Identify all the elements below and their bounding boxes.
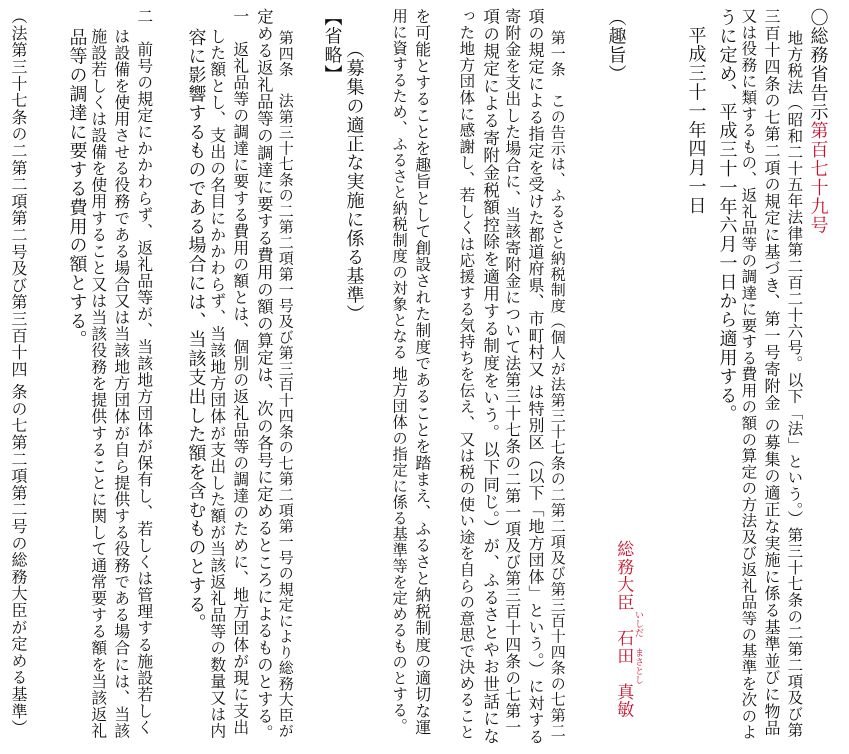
signer [612, 540, 633, 719]
omitted-marker: 【省略】 [321, 8, 343, 84]
ruby-ishida: いしだ [633, 610, 643, 637]
item1-line-3: 容に影響するものである場合には、当該支出した額を含むものとする。 [185, 28, 207, 633]
article1-line-5: った地方団体に感謝し、若しくは応援する気持ちを伝え、又は税の使い途を自らの意思で決めること [457, 8, 476, 741]
article4-line-1: 第四条 法第三十七条の二第二項第一号及び第三百十四条の七第二項第一号の規定により総務大臣が [276, 30, 295, 739]
item1-line-1: 一 返礼品等の調達に要する費用の額とは、個別の返礼品等の調達のために、地方団体が現に支出 [230, 8, 250, 736]
section-heading: （募集の適正な実施に係る基準） [343, 40, 365, 324]
article1-line-1: 第一条 この告示は、ふるさと納税制度（個人が法第三十七条の二第二項及び第三百十四条の七第二 [548, 30, 567, 739]
item2-line-1: 二 前号の規定にかかわらず、返礼品等が、当該地方団体が保有し、若しくは管理する施設若しく [134, 8, 154, 736]
article1-line-3: 寄附金を支出した場合に、当該寄附金について法第三十七条の二第一項及び第三百十四条の七第一 [502, 8, 522, 736]
item2-line-2: は設備を使用させる役務である場合又は当該地方団体が自ら提供する役務である場合には、当該 [111, 28, 131, 740]
signer-title: 総務大臣 [613, 540, 634, 612]
preamble-line-4: うに定め、平成三十一年六月一日から適用する。 [716, 8, 738, 424]
ruby-masatoshi: まさとし [633, 648, 643, 684]
item2-line-4: 品等の調達に要する費用の額とする。 [66, 28, 88, 350]
purpose-heading: （趣旨） [605, 8, 627, 84]
footer-heading: （法第三十七条の二第二項第二号及び第三百十四 条の七第二項第二号の総務大臣が定める基準） [9, 8, 28, 737]
preamble-line-1: 地方税法（昭和二十五年法律第二百二十六号。以下「法」という。）第三十七条の二第二項及び第 [785, 30, 804, 739]
preamble-line-3: 又は役務に類するもの、返礼品等の調達に要する費用の額の算定の方法及び返礼品等の基準を次のよ [739, 8, 758, 741]
signer-name: 石田 真敏 [613, 629, 634, 719]
preamble-line-2: 三百十四条の七第二項の規定に基づき、第一号寄附金 の募集の適正な実施に係る基準並びに物品 [762, 8, 781, 737]
notice-number: 第百七十九号 [807, 121, 829, 235]
article1-line-7: 用に資するため、ふるさと納税制度の対象となる 地方団体の指定に係る基準等を定めるものとする。 [390, 8, 409, 735]
article1-line-2: 項の規定による指定を受けた都道府県、市町村又 は特別区（以下「地方団体」という。）に対する [526, 8, 545, 746]
article1-line-6: を可能とすることを趣旨として創設された制度であることを踏まえ、ふるさと納税制度の適切な運 [412, 8, 432, 736]
article1-line-4: 項の規定による寄附金税額控除を適用する制度をいう。以下同じ。）が、ふるさとやお世話にな [480, 8, 500, 745]
notice-header-prefix: 〇総務省告示 [807, 8, 829, 122]
item2-line-3: 施設若しくは設備を使用すること又は当該役務を提供することに関して通常要する額を当該返礼 [88, 28, 108, 740]
item1-line-2: した額とし、支出の名目にかかわらず、当該地方団体が支出した額が当該返礼品等の数量又は内 [207, 28, 227, 740]
notice-date: 平成三十一年四月一日 [685, 26, 707, 215]
notice-header [806, 8, 829, 235]
article4-line-2: 定める返礼品等の調達に要する費用の額の算定は、次の各号に定めるところによるものとする。 [254, 8, 274, 742]
